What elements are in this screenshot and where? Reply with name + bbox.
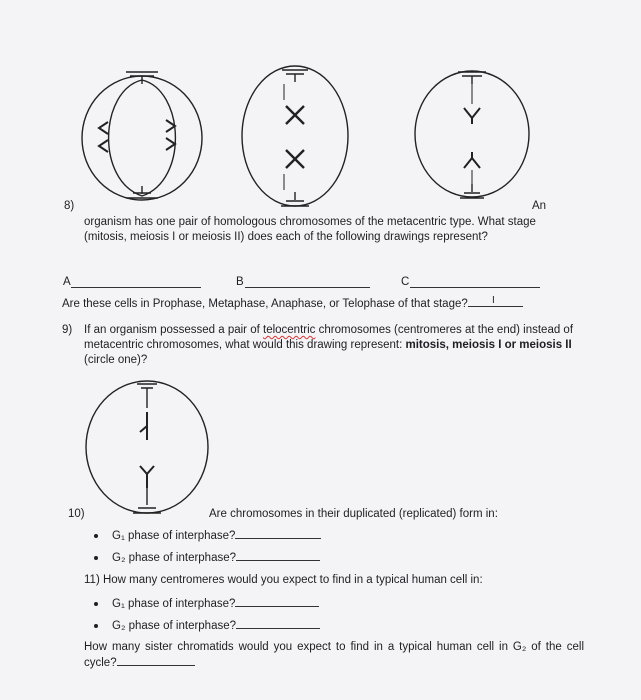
cell-c-chromosome-lower [464, 152, 480, 168]
cell-a-chromosome-left [99, 122, 108, 152]
cell-a-spindle [109, 80, 176, 196]
q11-g2-blank[interactable] [236, 618, 320, 629]
bullet-icon [94, 534, 98, 538]
cell-b-chromosome-upper [286, 106, 304, 124]
q8-label-a: A [63, 276, 71, 288]
q9-question [84, 323, 584, 368]
bullet-icon [94, 624, 98, 628]
q9-text-end: (circle one)? [84, 354, 148, 366]
q10-item-g1 [112, 528, 321, 544]
cell-a-chromosome-right [166, 120, 175, 150]
q10-item-g1-label: G₁ phase of interphase? [112, 530, 236, 542]
q8-followup [62, 296, 523, 312]
q11-item-g1-label: G₁ phase of interphase? [112, 598, 236, 610]
final-question-text: How many sister chromatids would you expect to find in a typical human cell in G₂ of the cell cycle? [84, 641, 584, 669]
text-cursor-icon: I [492, 295, 495, 306]
q11-item-g1 [112, 596, 319, 612]
q10-question: Are chromosomes in their duplicated (replicated) form in: [209, 508, 498, 520]
q8-number: 8) [64, 200, 75, 212]
q9-options[interactable]: mitosis, meiosis I or meiosis II [405, 339, 572, 351]
q10-item-g2 [112, 550, 320, 566]
bullet-icon [94, 556, 98, 560]
q9-keyword: telocentric [263, 324, 316, 336]
q8-question-text: organism has one pair of homologous chromosomes of the metacentric type. What stage (mitosis, meiosis I or meiosis II) does each of the following drawings represent? [84, 216, 536, 243]
final-question [84, 640, 584, 671]
bullet-icon [94, 602, 98, 606]
q10-g2-blank[interactable] [236, 550, 320, 561]
q8-answer-c-line[interactable] [410, 287, 540, 288]
q9-chromosome-lower [140, 466, 154, 488]
q9-number: 9) [62, 324, 73, 336]
cell-b-chromosome-lower [286, 150, 304, 168]
q9-text-before: If an organism possessed a pair of [84, 324, 263, 336]
q8-tail-word: An [532, 200, 547, 212]
final-question-blank[interactable] [117, 655, 195, 666]
q9-text-after: chromosomes (centromeres at the end) instead of metacentric chromosomes, what would this drawing represent: [84, 324, 574, 351]
cell-a-membrane [82, 76, 202, 200]
cell-c-chromosome-upper [464, 108, 480, 124]
q11-item-g2 [112, 618, 320, 634]
q8-answer-a-line[interactable] [71, 287, 201, 288]
q10-item-g2-label: G₂ phase of interphase? [112, 552, 237, 564]
q11-g1-blank[interactable] [235, 596, 319, 607]
q10-g1-blank[interactable] [235, 528, 321, 539]
q8-label-c: C [401, 276, 410, 288]
q11-item-g2-label: G₂ phase of interphase? [112, 620, 237, 632]
q11-question: 11) How many centromeres would you expect to find in a typical human cell in: [84, 574, 483, 586]
q8-answer-b-line[interactable] [245, 287, 370, 288]
q8-label-b: B [236, 276, 244, 288]
q10-number: 10) [68, 508, 85, 520]
q8-followup-blank[interactable] [468, 296, 523, 307]
q9-chromosome-upper [140, 412, 147, 440]
q8-followup-text: Are these cells in Prophase, Metaphase, Anaphase, or Telophase of that stage? [62, 298, 468, 310]
cell-b-membrane [242, 66, 348, 206]
